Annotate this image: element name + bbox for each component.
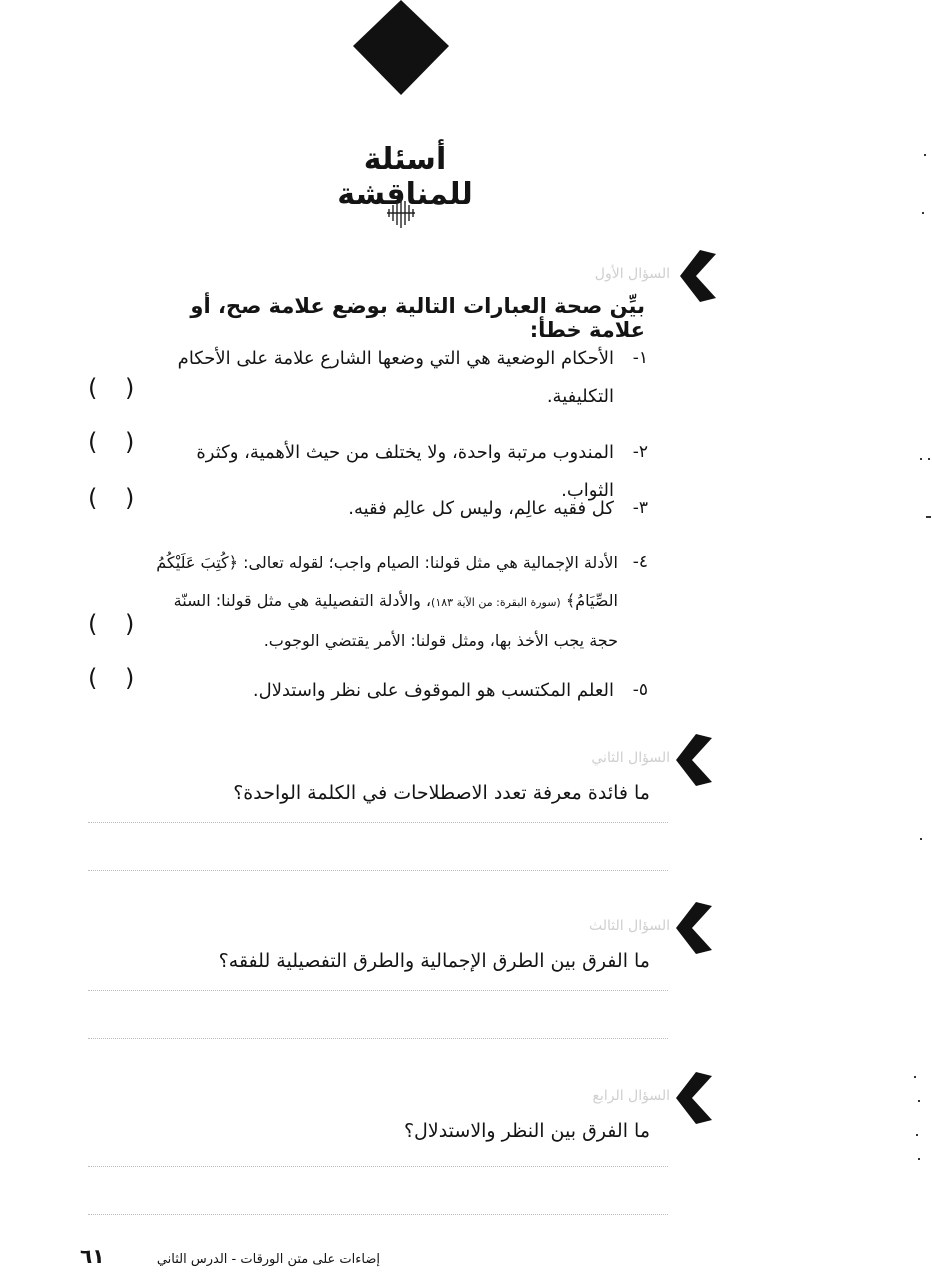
answer-mark[interactable]: ( ) [88,610,145,638]
scan-speck [918,1100,920,1102]
running-title: إضاءات على متن الورقات - الدرس الثاني [156,1252,380,1267]
item-text: كل فقيه عالِم، وليس كل عالِم فقيه. [348,498,614,519]
item-text: الأحكام الوضعية هي التي وضعها الشارع علامة على الأحكام التكليفية. [177,348,614,407]
instruction-text: بيِّن صحة العبارات التالية بوضع علامة صح، أو علامة خطأ: [190,294,645,342]
scan-speck [928,458,930,460]
item-number: ٢- [632,442,648,462]
scan-speck [920,458,922,460]
ornament-icon [384,196,418,230]
answer-mark[interactable]: ( ) [88,374,145,402]
answer-line[interactable] [88,1166,668,1167]
chevron-left-icon [676,1072,714,1124]
answer-mark[interactable]: ( ) [88,428,145,456]
question-text: ما الفرق بين النظر والاستدلال؟ [403,1120,650,1142]
item-number: ٤- [632,552,648,572]
chevron-left-icon [676,734,714,786]
item-text: المندوب مرتبة واحدة، ولا يختلف من حيث الأهمية، وكثرة الثواب. [196,442,614,501]
quran-reference: (سورة البقرة: من الآية ١٨٣) [431,596,561,609]
item-text: العلم المكتسب هو الموقوف على نظر واستدلال. [252,680,614,701]
answer-line[interactable] [88,870,668,871]
page-title: أسئلة للمناقشة [337,142,473,212]
item-number: ٥- [632,680,648,700]
answer-line[interactable] [88,990,668,991]
scan-speck [922,212,924,214]
answer-mark[interactable]: ( ) [88,664,145,692]
scan-speck [918,1158,920,1160]
page-number: ٦١ [80,1244,105,1268]
section-label: السؤال الرابع [592,1088,670,1104]
chevron-left-icon [680,250,718,302]
question-text: ما الفرق بين الطرق الإجمالية والطرق التفصيلية للفقه؟ [218,950,650,972]
item-number: ١- [632,348,648,368]
answer-line[interactable] [88,1038,668,1039]
answer-line[interactable] [88,1214,668,1215]
answer-mark[interactable]: ( ) [88,484,145,512]
item-text: الأدلة الإجمالية هي مثل قولنا: الصيام واجب؛ لقوله تعالى: ﴿كُتِبَ عَلَيْكُمُ الصِّيَامُ﴾ (سورة البقرة: من الآية ١٨٣)، والأدلة التفصيلية هي مثل قولنا: السنّة حجة يجب الأخذ بها، ومثل قولنا: الأمر يقتضي الوجوب. [156,553,618,650]
scan-speck [924,154,926,156]
scan-speck [914,1076,916,1078]
chevron-left-icon [676,902,714,954]
scan-speck [920,838,922,840]
scan-speck [916,1134,918,1136]
section-label: السؤال الثاني [591,750,670,766]
diamond-ornament-icon [352,0,450,96]
section-label: السؤال الثالث [588,918,670,934]
question-text: ما فائدة معرفة تعدد الاصطلاحات في الكلمة الواحدة؟ [233,782,650,804]
scan-speck [926,516,931,518]
item-number: ٣- [632,498,648,518]
answer-line[interactable] [88,822,668,823]
section-label: السؤال الأول [594,266,670,282]
